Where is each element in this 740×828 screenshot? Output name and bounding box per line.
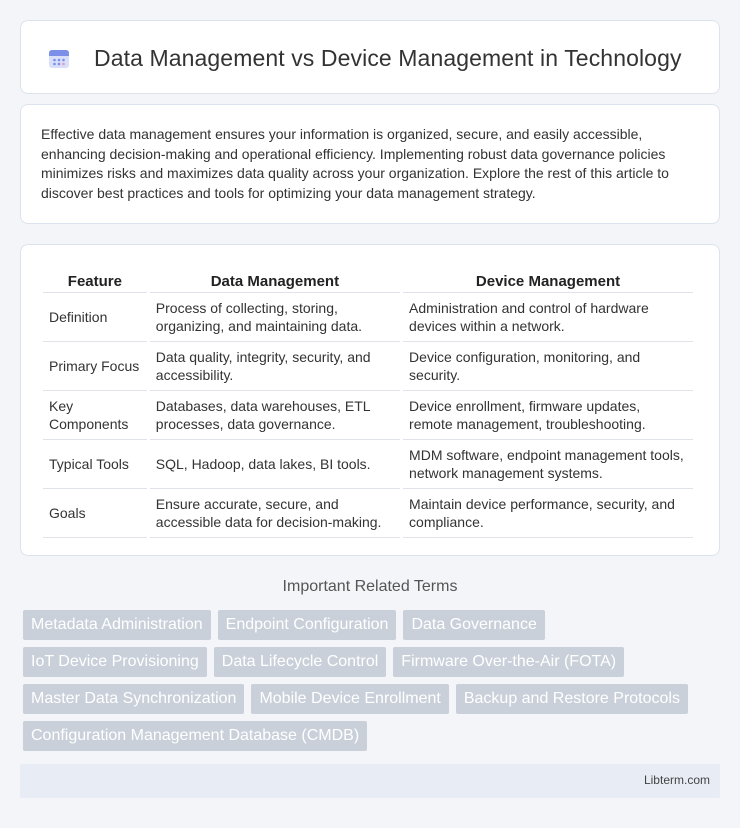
calendar-icon: [47, 46, 71, 70]
header-device-management: Device Management: [403, 265, 693, 293]
related-term-tag[interactable]: Backup and Restore Protocols: [456, 684, 688, 714]
row-data-management: Databases, data warehouses, ETL processes, data governance.: [150, 391, 400, 440]
row-feature: Typical Tools: [43, 440, 147, 489]
row-data-management: Process of collecting, storing, organizing, and maintaining data.: [150, 293, 400, 342]
row-device-management: Device configuration, monitoring, and security.: [403, 342, 693, 391]
tag-row: [23, 610, 723, 640]
related-term-tag[interactable]: Firmware Over-the-Air (FOTA): [393, 647, 624, 677]
table-row: [43, 440, 693, 489]
row-feature: Primary Focus: [43, 342, 147, 391]
row-feature: Key Components: [43, 391, 147, 440]
row-device-management: Device enrollment, firmware updates, remote management, troubleshooting.: [403, 391, 693, 440]
tag-row: [23, 721, 723, 751]
row-device-management: MDM software, endpoint management tools, network management systems.: [403, 440, 693, 489]
row-device-management: Maintain device performance, security, and compliance.: [403, 489, 693, 538]
tag-row: [23, 647, 723, 677]
table-row: [43, 342, 693, 391]
related-term-tag[interactable]: Master Data Synchronization: [23, 684, 244, 714]
page-title: Data Management vs Device Management in Technology: [94, 45, 682, 71]
comparison-card: [20, 244, 720, 556]
row-data-management: Ensure accurate, secure, and accessible data for decision-making.: [150, 489, 400, 538]
tag-row: [23, 684, 723, 714]
row-feature: Goals: [43, 489, 147, 538]
related-term-tag[interactable]: IoT Device Provisioning: [23, 647, 207, 677]
row-data-management: Data quality, integrity, security, and accessibility.: [150, 342, 400, 391]
row-device-management: Administration and control of hardware devices within a network.: [403, 293, 693, 342]
header-feature: Feature: [43, 265, 147, 293]
related-term-tag[interactable]: Configuration Management Database (CMDB): [23, 721, 367, 751]
comparison-table: [40, 265, 696, 538]
header-data-management: Data Management: [150, 265, 400, 293]
related-term-tag[interactable]: Data Lifecycle Control: [214, 647, 387, 677]
footer: [20, 764, 720, 798]
table-row: [43, 391, 693, 440]
row-data-management: SQL, Hadoop, data lakes, BI tools.: [150, 440, 400, 489]
table-row: [43, 293, 693, 342]
row-feature: Definition: [43, 293, 147, 342]
footer-site-link[interactable]: Libterm.com: [643, 773, 710, 787]
table-header-row: [43, 265, 693, 293]
title-card: [20, 20, 720, 94]
intro-paragraph: Effective data management ensures your information is organized, secure, and easily accessible, enhancing decision-making and operational efficiency. Implementing robust data governance policies minimizes risks and maximizes data quality across your organization. Explore the rest of this article to discover best practices and tools for optimizing your data management strategy.: [41, 126, 669, 201]
table-row: [43, 489, 693, 538]
related-term-tag[interactable]: Data Governance: [403, 610, 544, 640]
related-terms-list: [23, 610, 723, 758]
related-term-tag[interactable]: Endpoint Configuration: [218, 610, 397, 640]
related-term-tag[interactable]: Metadata Administration: [23, 610, 211, 640]
related-term-tag[interactable]: Mobile Device Enrollment: [251, 684, 448, 714]
intro-card: [20, 104, 720, 224]
related-terms-title: Important Related Terms: [282, 578, 458, 595]
